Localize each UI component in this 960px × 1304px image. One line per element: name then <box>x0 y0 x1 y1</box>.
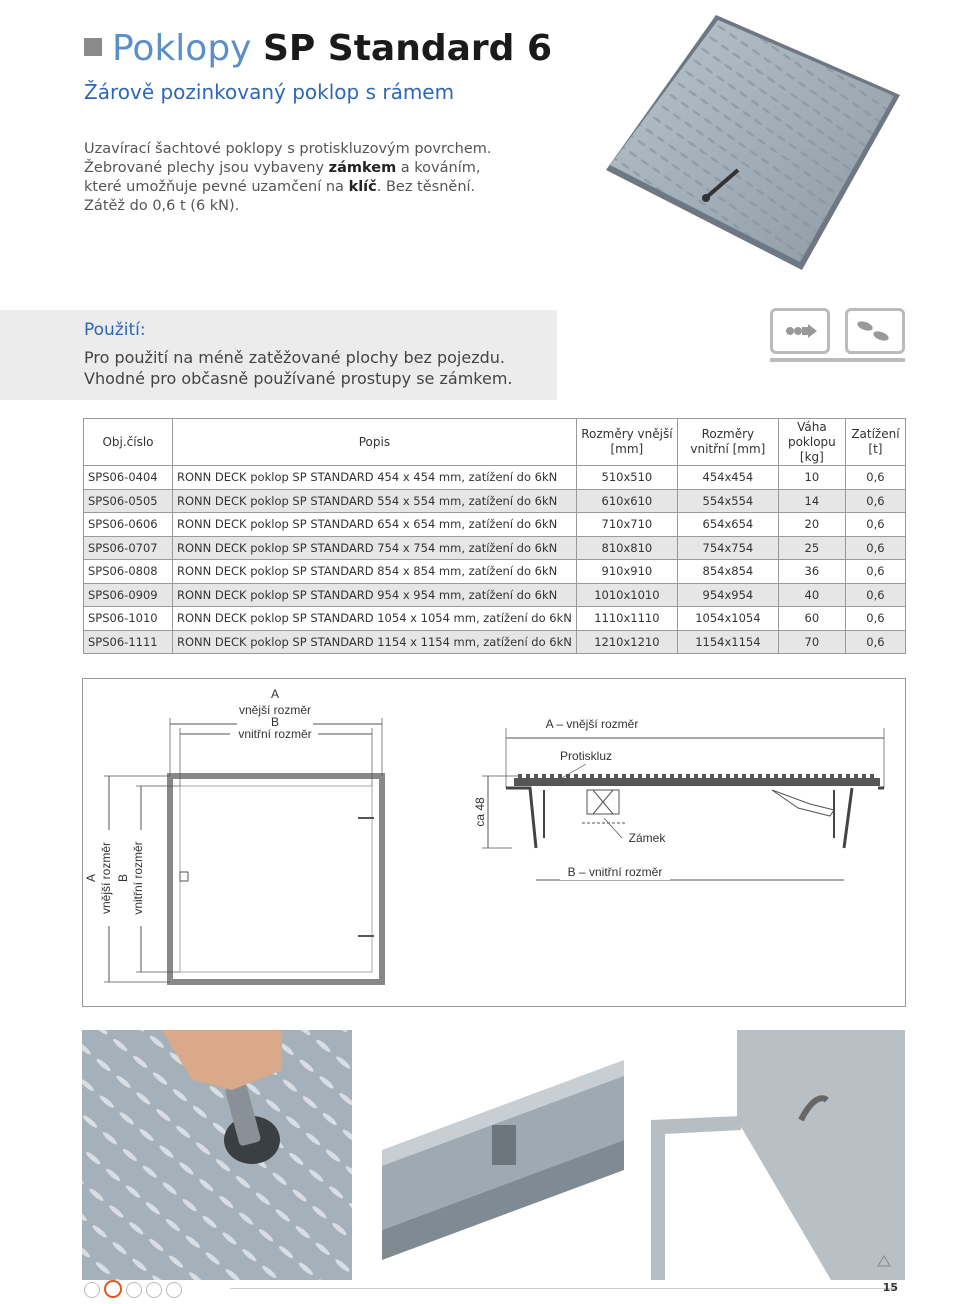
side-a-label: vnější rozměr <box>99 841 113 915</box>
table-row <box>84 489 906 513</box>
table-cell: 610x610 <box>576 489 677 513</box>
side-b-letter: B <box>116 873 130 883</box>
table-cell: 510x510 <box>576 466 677 490</box>
table-cell: RONN DECK poklop SP STANDARD 654 x 654 mm, zatížení do 6kN <box>173 513 577 537</box>
table-cell: RONN DECK poklop SP STANDARD 1154 x 1154 mm, zatížení do 6kN <box>173 630 577 654</box>
col-vaha: Váha poklopu [kg] <box>778 419 845 466</box>
table-cell: 754x754 <box>677 536 778 560</box>
product-photo <box>596 0 908 290</box>
photo-key-lock <box>82 1030 352 1280</box>
table-cell: 1054x1054 <box>677 607 778 631</box>
table-cell: 454x454 <box>677 466 778 490</box>
top-a-letter: A <box>270 687 280 701</box>
section-cover-plate <box>514 778 880 786</box>
table-cell: 810x810 <box>576 536 677 560</box>
footer-dot-icon <box>166 1282 182 1298</box>
table-row <box>84 607 906 631</box>
table-cell: 1110x1110 <box>576 607 677 631</box>
table-row <box>84 630 906 654</box>
table-cell: 0,6 <box>845 536 905 560</box>
table-cell: SPS06-1010 <box>84 607 173 631</box>
table-cell: 654x654 <box>677 513 778 537</box>
table-cell: SPS06-0707 <box>84 536 173 560</box>
table-cell: 0,6 <box>845 607 905 631</box>
section-a-label: A – vnější rozměr <box>545 717 639 731</box>
table-cell: 1154x1154 <box>677 630 778 654</box>
table-cell: 10 <box>778 466 845 490</box>
table-cell: 0,6 <box>845 560 905 584</box>
col-obj-cislo: Obj.číslo <box>84 419 173 466</box>
intro-text: Uzavírací šachtové poklopy s protiskluzovým povrchem. Žebrované plechy jsou vybaveny zámkem a kováním, které umožňuje pevné uzamčení na klíč. Bez těsnění. Zátěž do 0,6 t (6 kN). <box>84 141 492 214</box>
col-zatizeni: Zatížení [t] <box>845 419 905 466</box>
table-cell: 36 <box>778 560 845 584</box>
table-cell: RONN DECK poklop SP STANDARD 554 x 554 mm, zatížení do 6kN <box>173 489 577 513</box>
table-row <box>84 583 906 607</box>
side-b-label: vnitřní rozměr <box>131 841 145 915</box>
col-popis: Popis <box>173 419 577 466</box>
table-cell: 0,6 <box>845 466 905 490</box>
table-cell: RONN DECK poklop SP STANDARD 454 x 454 mm, zatížení do 6kN <box>173 466 577 490</box>
spec-table <box>83 418 906 654</box>
table-cell: SPS06-0909 <box>84 583 173 607</box>
table-cell: 954x954 <box>677 583 778 607</box>
col-rozmery-vnitrni: Rozměry vnitřní [mm] <box>677 419 778 466</box>
table-cell: SPS06-0404 <box>84 466 173 490</box>
usage-text: Pro použití na méně zatěžované plochy bez pojezdu. Vhodné pro občasně používané prostupy se zámkem. <box>84 348 513 388</box>
table-row <box>84 560 906 584</box>
top-b-label: vnitřní rozměr <box>238 727 312 741</box>
icons-underline <box>770 358 905 362</box>
table-cell: SPS06-0808 <box>84 560 173 584</box>
table-row <box>84 536 906 560</box>
protiskluz-label: Protiskluz <box>559 749 613 763</box>
footer-dot-active-icon <box>104 1280 122 1298</box>
usage-title: Použití: <box>84 320 146 340</box>
table-cell: 0,6 <box>845 513 905 537</box>
table-cell: 40 <box>778 583 845 607</box>
photo-corner <box>651 1030 905 1280</box>
footer-dot-icon <box>126 1282 142 1298</box>
top-a-label: vnější rozměr <box>238 703 312 717</box>
section-b-label: B – vnitřní rozměr <box>567 865 663 879</box>
table-cell: 910x910 <box>576 560 677 584</box>
footer-dot-icon <box>84 1282 100 1298</box>
footer-dot-icon <box>146 1282 162 1298</box>
table-cell: 0,6 <box>845 583 905 607</box>
walk-through-icon <box>770 308 830 354</box>
page-number: 15 <box>882 1281 898 1294</box>
table-cell: 70 <box>778 630 845 654</box>
table-cell: SPS06-0505 <box>84 489 173 513</box>
table-header-row <box>84 419 906 466</box>
drawing-svg <box>82 678 904 1005</box>
table-cell: RONN DECK poklop SP STANDARD 754 x 754 mm, zatížení do 6kN <box>173 536 577 560</box>
table-row <box>84 466 906 490</box>
ca48-label: ca 48 <box>473 797 487 827</box>
table-cell: 710x710 <box>576 513 677 537</box>
side-a-letter: A <box>84 873 98 883</box>
table-cell: RONN DECK poklop SP STANDARD 854 x 854 mm, zatížení do 6kN <box>173 560 577 584</box>
page-title: Poklopy SP Standard 6 <box>84 28 552 69</box>
footsteps-icon <box>845 308 905 354</box>
table-row <box>84 513 906 537</box>
table-cell: SPS06-1111 <box>84 630 173 654</box>
table-cell: 20 <box>778 513 845 537</box>
page-subtitle: Žárově pozinkovaný poklop s rámem <box>84 80 455 104</box>
title-square-icon <box>84 38 102 56</box>
table-cell: 25 <box>778 536 845 560</box>
table-cell: 60 <box>778 607 845 631</box>
photo-hinge <box>382 1030 624 1280</box>
col-rozmery-vnejsi: Rozměry vnější [mm] <box>576 419 677 466</box>
top-view-frame <box>170 776 382 982</box>
page-marker-icon <box>877 1254 891 1268</box>
footer-dots <box>84 1280 186 1302</box>
table-cell: 14 <box>778 489 845 513</box>
table-cell: SPS06-0606 <box>84 513 173 537</box>
table-cell: 0,6 <box>845 630 905 654</box>
table-cell: 554x554 <box>677 489 778 513</box>
table-cell: 854x854 <box>677 560 778 584</box>
footer-line <box>230 1288 895 1289</box>
table-cell: RONN DECK poklop SP STANDARD 1054 x 1054 mm, zatížení do 6kN <box>173 607 577 631</box>
table-cell: 1010x1010 <box>576 583 677 607</box>
table-cell: 1210x1210 <box>576 630 677 654</box>
table-cell: 0,6 <box>845 489 905 513</box>
zamek-label: Zámek <box>628 831 666 845</box>
top-b-letter: B <box>270 715 280 729</box>
table-cell: RONN DECK poklop SP STANDARD 954 x 954 mm, zatížení do 6kN <box>173 583 577 607</box>
